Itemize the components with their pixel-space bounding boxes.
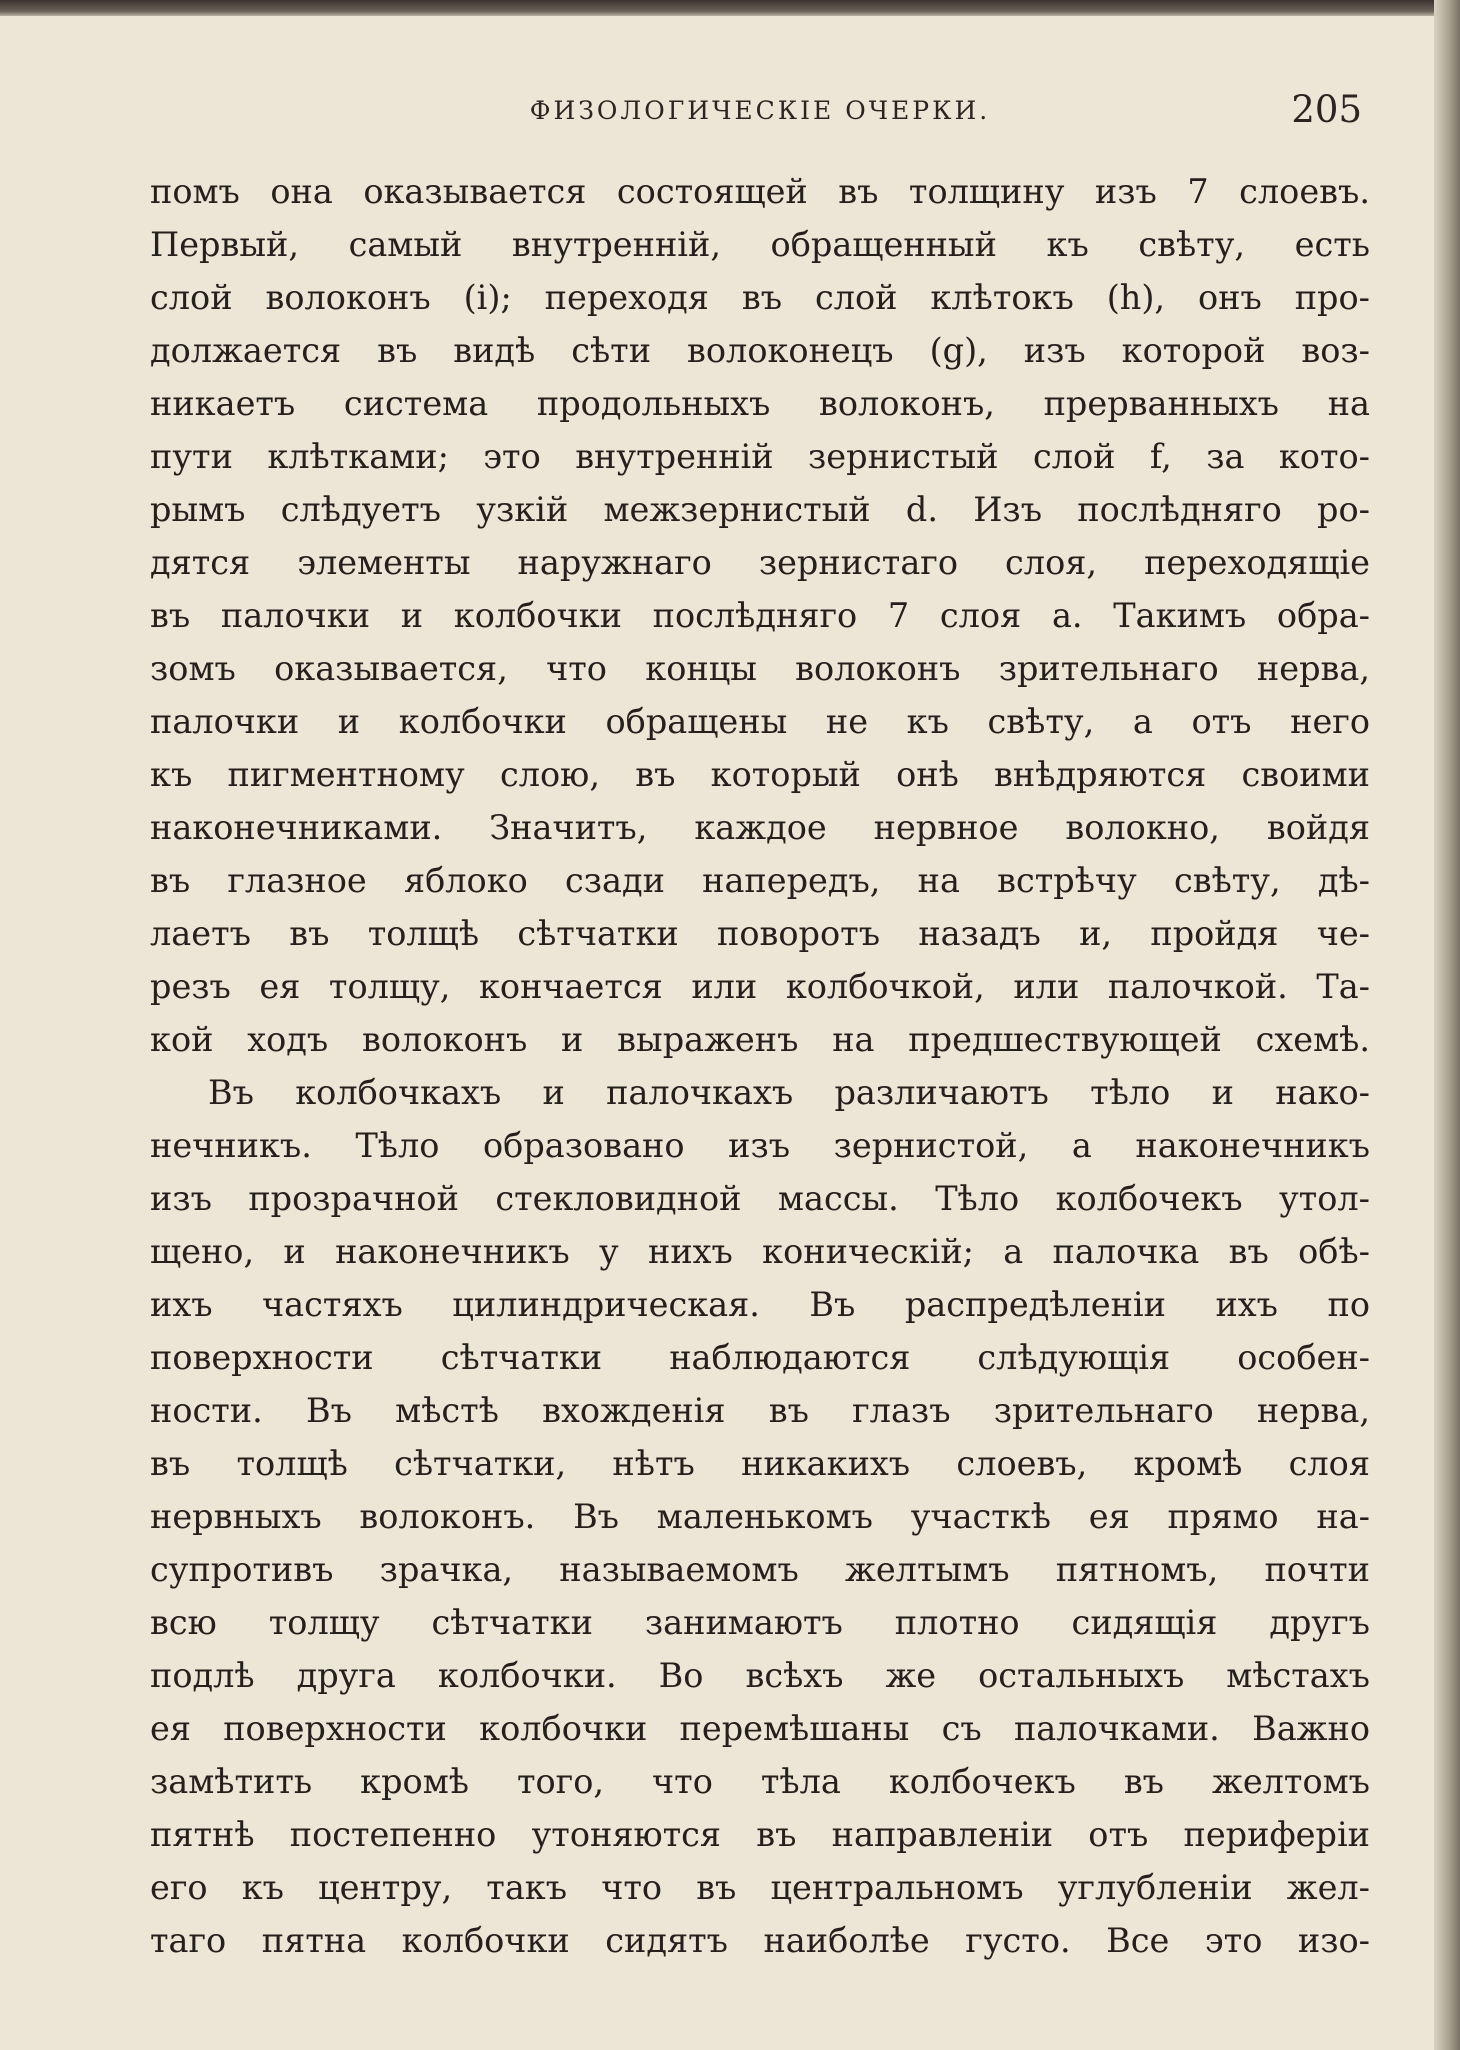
text-line: подлѣ друга колбочки. Во всѣхъ же остальныхъ мѣстахъ (150, 1656, 1370, 1695)
text-line: въ глазное яблоко сзади напередъ, на встрѣчу свѣту, дѣ- (150, 861, 1370, 900)
text-line: ихъ частяхъ цилиндрическая. Въ распредѣленіи ихъ по (150, 1285, 1370, 1324)
text-line: нервныхъ волоконъ. Въ маленькомъ участкѣ ея прямо на- (150, 1497, 1370, 1536)
text-line: въ палочки и колбочки послѣдняго 7 слоя a. Такимъ обра- (150, 596, 1370, 635)
text-line: палочки и колбочки обращены не къ свѣту, а отъ него (150, 702, 1370, 741)
text-line: ности. Въ мѣстѣ вхожденія въ глазъ зрительнаго нерва, (150, 1391, 1370, 1430)
page-top-edge (0, 0, 1460, 16)
text-line: изъ прозрачной стекловидной массы. Тѣло колбочекъ утол- (150, 1179, 1370, 1218)
text-line: поверхности сѣтчатки наблюдаются слѣдующія особен- (150, 1338, 1370, 1377)
text-line: супротивъ зрачка, называемомъ желтымъ пятномъ, почти (150, 1550, 1370, 1589)
text-line: замѣтить кромѣ того, что тѣла колбочекъ въ желтомъ (150, 1762, 1370, 1801)
text-line: слой волоконъ (i); переходя въ слой клѣтокъ (h), онъ про- (150, 278, 1370, 317)
text-line: нечникъ. Тѣло образовано изъ зернистой, а наконечникъ (150, 1126, 1370, 1165)
text-line: помъ она оказывается состоящей въ толщину изъ 7 слоевъ. (150, 172, 1370, 211)
text-line: Первый, самый внутренній, обращенный къ свѣту, есть (150, 225, 1370, 264)
text-line: всю толщу сѣтчатки занимаютъ плотно сидящія другъ (150, 1603, 1370, 1642)
text-line: пути клѣтками; это внутренній зернистый слой f, за кото- (150, 437, 1370, 476)
text-line: кой ходъ волоконъ и выраженъ на предшествующей схемѣ. (150, 1020, 1370, 1059)
page-binding-edge (1434, 0, 1460, 2050)
text-line: зомъ оказывается, что концы волоконъ зрительнаго нерва, (150, 649, 1370, 688)
text-line: никаетъ система продольныхъ волоконъ, прерванныхъ на (150, 384, 1370, 423)
text-line: резъ ея толщу, кончается или колбочкой, или палочкой. Та- (150, 967, 1370, 1006)
text-line: наконечниками. Значитъ, каждое нервное волокно, войдя (150, 808, 1370, 847)
running-head-title: ФИЗОЛОГИЧЕСКІЕ ОЧЕРКИ. (529, 96, 991, 125)
text-line: дятся элементы наружнаго зернистаго слоя, переходящіе (150, 543, 1370, 582)
text-line: лаетъ въ толщѣ сѣтчатки поворотъ назадъ и, пройдя че- (150, 914, 1370, 953)
text-line: таго пятна колбочки сидятъ наиболѣе густо. Все это изо- (150, 1921, 1370, 1960)
text-line: пятнѣ постепенно утоняются въ направленіи отъ периферіи (150, 1815, 1370, 1854)
text-line: къ пигментному слою, въ который онѣ внѣдряются своими (150, 755, 1370, 794)
page-number: 205 (1291, 88, 1362, 131)
text-line: щено, и наконечникъ у нихъ коническій; а палочка въ обѣ- (150, 1232, 1370, 1271)
body-text (150, 165, 1370, 1967)
text-line: должается въ видѣ сѣти волоконецъ (g), изъ которой воз- (150, 331, 1370, 370)
text-line: ея поверхности колбочки перемѣшаны съ палочками. Важно (150, 1709, 1370, 1748)
running-head (150, 88, 1370, 142)
paragraph (150, 165, 1370, 1066)
text-line: его къ центру, такъ что въ центральномъ углубленіи жел- (150, 1868, 1370, 1907)
text-line: Въ колбочкахъ и палочкахъ различаютъ тѣло и нако- (208, 1073, 1370, 1112)
text-line: въ толщѣ сѣтчатки, нѣтъ никакихъ слоевъ, кромѣ слоя (150, 1444, 1370, 1483)
text-line: рымъ слѣдуетъ узкій межзернистый d. Изъ послѣдняго ро- (150, 490, 1370, 529)
paragraph (150, 1066, 1370, 1967)
